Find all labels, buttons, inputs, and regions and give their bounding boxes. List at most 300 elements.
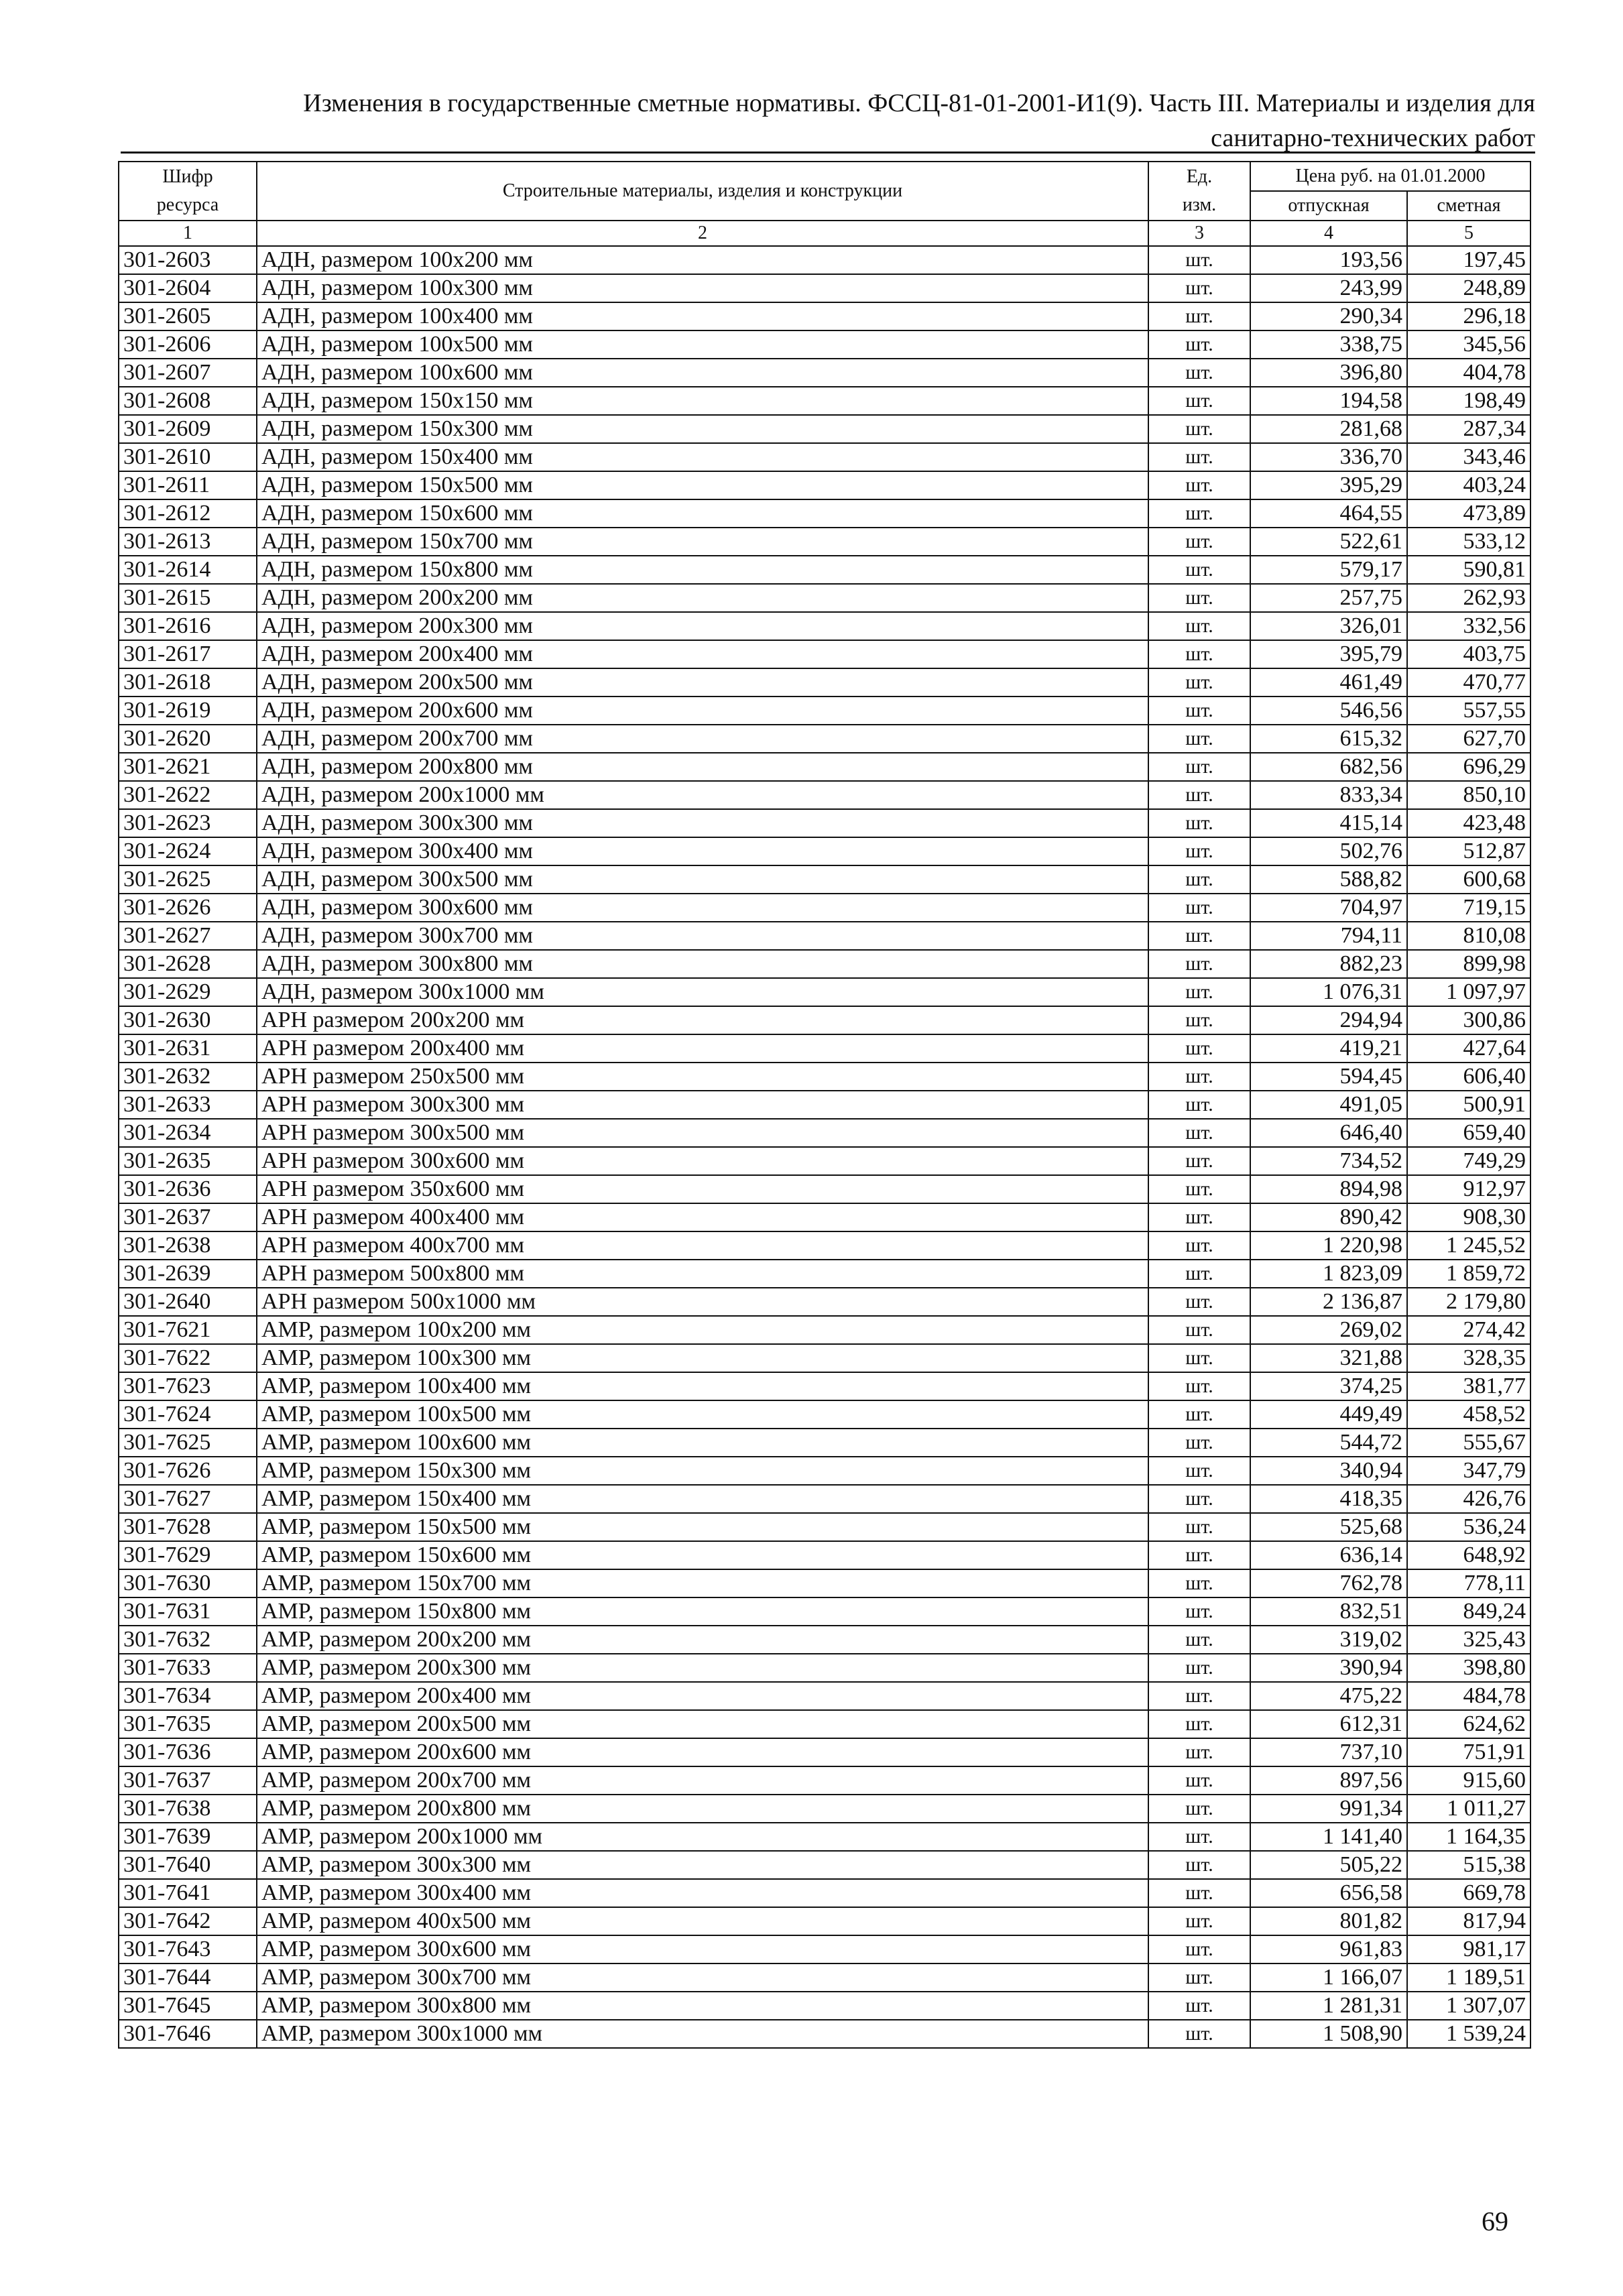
unit-cell: шт. <box>1148 837 1250 865</box>
estimate-price-cell: 403,75 <box>1407 640 1530 668</box>
unit-cell: шт. <box>1148 2020 1250 2048</box>
estimate-price-cell: 849,24 <box>1407 1597 1530 1626</box>
material-name-cell: АДН, размером 200х600 мм <box>257 697 1148 725</box>
material-name-cell: АРН размером 250х500 мм <box>257 1063 1148 1091</box>
material-name-cell: АДН, размером 150х700 мм <box>257 528 1148 556</box>
release-price-cell: 794,11 <box>1250 922 1407 950</box>
resource-code-cell: 301-2616 <box>119 612 257 640</box>
header-title-line2: санитарно-технических работ <box>1211 124 1535 152</box>
resource-code-cell: 301-7633 <box>119 1654 257 1682</box>
table-row <box>119 274 1530 302</box>
estimate-price-cell: 536,24 <box>1407 1513 1530 1541</box>
table-row <box>119 1485 1530 1513</box>
resource-code-cell: 301-2631 <box>119 1034 257 1063</box>
resource-code-cell: 301-2612 <box>119 499 257 528</box>
estimate-price-cell: 555,67 <box>1407 1429 1530 1457</box>
release-price-cell: 546,56 <box>1250 697 1407 725</box>
table-row <box>119 725 1530 753</box>
release-price-cell: 833,34 <box>1250 781 1407 809</box>
column-number: 1 <box>119 221 257 246</box>
resource-code-cell: 301-7623 <box>119 1372 257 1400</box>
resource-code-cell: 301-2636 <box>119 1175 257 1203</box>
table-body <box>119 246 1530 2048</box>
unit-cell: шт. <box>1148 1569 1250 1597</box>
column-number: 2 <box>257 221 1148 246</box>
unit-cell: шт. <box>1148 753 1250 781</box>
unit-cell: шт. <box>1148 359 1250 387</box>
material-name-cell: АДН, размером 200х700 мм <box>257 725 1148 753</box>
resource-code-cell: 301-2609 <box>119 415 257 443</box>
unit-cell: шт. <box>1148 894 1250 922</box>
unit-cell: шт. <box>1148 1626 1250 1654</box>
resource-code-cell: 301-7626 <box>119 1457 257 1485</box>
release-price-cell: 882,23 <box>1250 950 1407 978</box>
material-name-cell: АДН, размером 150х400 мм <box>257 443 1148 471</box>
table-row <box>119 1288 1530 1316</box>
release-price-cell: 418,35 <box>1250 1485 1407 1513</box>
table-row <box>119 950 1530 978</box>
unit-cell: шт. <box>1148 668 1250 697</box>
material-name-cell: АРН размером 400х700 мм <box>257 1231 1148 1260</box>
estimate-price-cell: 404,78 <box>1407 359 1530 387</box>
table-row <box>119 556 1530 584</box>
estimate-price-cell: 1 011,27 <box>1407 1795 1530 1823</box>
unit-cell: шт. <box>1148 1935 1250 1963</box>
estimate-price-cell: 426,76 <box>1407 1485 1530 1513</box>
estimate-price-cell: 296,18 <box>1407 302 1530 330</box>
resource-code-cell: 301-7629 <box>119 1541 257 1569</box>
table-row <box>119 1766 1530 1795</box>
material-name-cell: АДН, размером 100х400 мм <box>257 302 1148 330</box>
table-row <box>119 1541 1530 1569</box>
resource-code-cell: 301-2623 <box>119 809 257 837</box>
material-name-cell: АМР, размером 200х200 мм <box>257 1626 1148 1654</box>
material-name-cell: АДН, размером 200х800 мм <box>257 753 1148 781</box>
resource-code-cell: 301-7622 <box>119 1344 257 1372</box>
material-name-cell: АРН размером 400х400 мм <box>257 1203 1148 1231</box>
release-price-cell: 522,61 <box>1250 528 1407 556</box>
estimate-price-cell: 1 539,24 <box>1407 2020 1530 2048</box>
release-price-cell: 257,75 <box>1250 584 1407 612</box>
unit-cell: шт. <box>1148 1372 1250 1400</box>
release-price-cell: 1 823,09 <box>1250 1260 1407 1288</box>
table-row <box>119 640 1530 668</box>
unit-cell: шт. <box>1148 1823 1250 1851</box>
resource-code-cell: 301-7639 <box>119 1823 257 1851</box>
release-price-cell: 319,02 <box>1250 1626 1407 1654</box>
unit-cell: шт. <box>1148 1795 1250 1823</box>
resource-code-cell: 301-7642 <box>119 1907 257 1935</box>
unit-cell: шт. <box>1148 1541 1250 1569</box>
unit-cell: шт. <box>1148 1344 1250 1372</box>
unit-cell: шт. <box>1148 978 1250 1006</box>
estimate-price-cell: 1 097,97 <box>1407 978 1530 1006</box>
estimate-price-cell: 2 179,80 <box>1407 1288 1530 1316</box>
resource-code-cell: 301-2624 <box>119 837 257 865</box>
unit-cell: шт. <box>1148 528 1250 556</box>
release-price-cell: 449,49 <box>1250 1400 1407 1429</box>
material-name-cell: АДН, размером 100х600 мм <box>257 359 1148 387</box>
table-row <box>119 246 1530 274</box>
unit-cell: шт. <box>1148 1091 1250 1119</box>
release-price-cell: 1 508,90 <box>1250 2020 1407 2048</box>
table-row <box>119 1344 1530 1372</box>
unit-cell: шт. <box>1148 1879 1250 1907</box>
estimate-price-cell: 300,86 <box>1407 1006 1530 1034</box>
release-price-cell: 636,14 <box>1250 1541 1407 1569</box>
release-price-cell: 1 281,31 <box>1250 1992 1407 2020</box>
release-price-cell: 646,40 <box>1250 1119 1407 1147</box>
estimate-price-cell: 381,77 <box>1407 1372 1530 1400</box>
table-row <box>119 1992 1530 2020</box>
estimate-price-cell: 343,46 <box>1407 443 1530 471</box>
estimate-price-cell: 648,92 <box>1407 1541 1530 1569</box>
unit-cell: шт. <box>1148 1766 1250 1795</box>
material-name-cell: АМР, размером 150х700 мм <box>257 1569 1148 1597</box>
material-name-cell: АДН, размером 200х1000 мм <box>257 781 1148 809</box>
estimate-price-cell: 345,56 <box>1407 330 1530 359</box>
table-row <box>119 1316 1530 1344</box>
table-row <box>119 978 1530 1006</box>
material-name-cell: АДН, размером 300х1000 мм <box>257 978 1148 1006</box>
resource-code-cell: 301-7646 <box>119 2020 257 2048</box>
release-price-cell: 290,34 <box>1250 302 1407 330</box>
material-name-cell: АДН, размером 200х500 мм <box>257 668 1148 697</box>
resource-code-cell: 301-2613 <box>119 528 257 556</box>
unit-cell: шт. <box>1148 387 1250 415</box>
table-row <box>119 2020 1530 2048</box>
estimate-price-cell: 512,87 <box>1407 837 1530 865</box>
column-number: 4 <box>1250 221 1407 246</box>
column-number: 3 <box>1148 221 1250 246</box>
header-divider <box>121 152 1535 154</box>
material-name-cell: АДН, размером 100х200 мм <box>257 246 1148 274</box>
resource-code-cell: 301-7631 <box>119 1597 257 1626</box>
material-name-cell: АДН, размером 150х500 мм <box>257 471 1148 499</box>
estimate-price-cell: 287,34 <box>1407 415 1530 443</box>
material-name-cell: АМР, размером 100х400 мм <box>257 1372 1148 1400</box>
resource-code-cell: 301-2619 <box>119 697 257 725</box>
resource-code-cell: 301-2615 <box>119 584 257 612</box>
release-price-cell: 1 141,40 <box>1250 1823 1407 1851</box>
estimate-price-cell: 659,40 <box>1407 1119 1530 1147</box>
material-name-cell: АМР, размером 150х300 мм <box>257 1457 1148 1485</box>
release-price-cell: 890,42 <box>1250 1203 1407 1231</box>
release-price-cell: 579,17 <box>1250 556 1407 584</box>
estimate-price-cell: 274,42 <box>1407 1316 1530 1344</box>
resource-code-cell: 301-2630 <box>119 1006 257 1034</box>
resource-code-cell: 301-7624 <box>119 1400 257 1429</box>
unit-cell: шт. <box>1148 1175 1250 1203</box>
table-row <box>119 1457 1530 1485</box>
header-name: Строительные материалы, изделия и конструкции <box>257 162 1148 221</box>
table-row <box>119 499 1530 528</box>
material-name-cell: АМР, размером 200х300 мм <box>257 1654 1148 1682</box>
unit-cell: шт. <box>1148 1513 1250 1541</box>
resource-code-cell: 301-2633 <box>119 1091 257 1119</box>
material-name-cell: АДН, размером 200х400 мм <box>257 640 1148 668</box>
unit-cell: шт. <box>1148 1034 1250 1063</box>
unit-cell: шт. <box>1148 809 1250 837</box>
material-name-cell: АДН, размером 300х300 мм <box>257 809 1148 837</box>
table-row <box>119 1091 1530 1119</box>
unit-cell: шт. <box>1148 1738 1250 1766</box>
table-row <box>119 330 1530 359</box>
unit-cell: шт. <box>1148 584 1250 612</box>
material-name-cell: АДН, размером 200х300 мм <box>257 612 1148 640</box>
release-price-cell: 194,58 <box>1250 387 1407 415</box>
header-unit-line2: изм. <box>1182 194 1217 215</box>
resource-code-cell: 301-2614 <box>119 556 257 584</box>
unit-cell: шт. <box>1148 1457 1250 1485</box>
material-name-cell: АМР, размером 200х800 мм <box>257 1795 1148 1823</box>
material-name-cell: АМР, размером 200х400 мм <box>257 1682 1148 1710</box>
material-name-cell: АМР, размером 100х300 мм <box>257 1344 1148 1372</box>
unit-cell: шт. <box>1148 1006 1250 1034</box>
release-price-cell: 594,45 <box>1250 1063 1407 1091</box>
release-price-cell: 801,82 <box>1250 1907 1407 1935</box>
release-price-cell: 395,29 <box>1250 471 1407 499</box>
unit-cell: шт. <box>1148 1147 1250 1175</box>
unit-cell: шт. <box>1148 1316 1250 1344</box>
resource-code-cell: 301-2608 <box>119 387 257 415</box>
resource-code-cell: 301-2626 <box>119 894 257 922</box>
unit-cell: шт. <box>1148 246 1250 274</box>
resource-code-cell: 301-7638 <box>119 1795 257 1823</box>
table-row <box>119 415 1530 443</box>
resource-code-cell: 301-7634 <box>119 1682 257 1710</box>
release-price-cell: 1 166,07 <box>1250 1963 1407 1992</box>
release-price-cell: 525,68 <box>1250 1513 1407 1541</box>
table-row <box>119 753 1530 781</box>
resource-code-cell: 301-2604 <box>119 274 257 302</box>
material-name-cell: АМР, размером 100х500 мм <box>257 1400 1148 1429</box>
table-row <box>119 1006 1530 1034</box>
table-row <box>119 1260 1530 1288</box>
table-row <box>119 471 1530 499</box>
estimate-price-cell: 332,56 <box>1407 612 1530 640</box>
material-name-cell: АДН, размером 300х400 мм <box>257 837 1148 865</box>
unit-cell: шт. <box>1148 302 1250 330</box>
unit-cell: шт. <box>1148 781 1250 809</box>
resource-code-cell: 301-2617 <box>119 640 257 668</box>
release-price-cell: 704,97 <box>1250 894 1407 922</box>
release-price-cell: 502,76 <box>1250 837 1407 865</box>
material-name-cell: АМР, размером 200х1000 мм <box>257 1823 1148 1851</box>
table-row <box>119 1823 1530 1851</box>
estimate-price-cell: 627,70 <box>1407 725 1530 753</box>
estimate-price-cell: 197,45 <box>1407 246 1530 274</box>
estimate-price-cell: 1 245,52 <box>1407 1231 1530 1260</box>
unit-cell: шт. <box>1148 1851 1250 1879</box>
estimate-price-cell: 470,77 <box>1407 668 1530 697</box>
unit-cell: шт. <box>1148 556 1250 584</box>
material-name-cell: АРН размером 200х200 мм <box>257 1006 1148 1034</box>
resource-code-cell: 301-2605 <box>119 302 257 330</box>
material-name-cell: АМР, размером 300х700 мм <box>257 1963 1148 1992</box>
release-price-cell: 374,25 <box>1250 1372 1407 1400</box>
table-row <box>119 1710 1530 1738</box>
estimate-price-cell: 484,78 <box>1407 1682 1530 1710</box>
header-unit <box>1148 162 1250 221</box>
header-unit-line1: Ед. <box>1186 166 1213 187</box>
unit-cell: шт. <box>1148 1710 1250 1738</box>
release-price-cell: 544,72 <box>1250 1429 1407 1457</box>
material-name-cell: АДН, размером 300х800 мм <box>257 950 1148 978</box>
table-row <box>119 837 1530 865</box>
table-row <box>119 781 1530 809</box>
table-row <box>119 1626 1530 1654</box>
resource-code-cell: 301-2629 <box>119 978 257 1006</box>
table-row <box>119 1907 1530 1935</box>
estimate-price-cell: 915,60 <box>1407 1766 1530 1795</box>
release-price-cell: 615,32 <box>1250 725 1407 753</box>
material-name-cell: АДН, размером 200х200 мм <box>257 584 1148 612</box>
unit-cell: шт. <box>1148 1119 1250 1147</box>
release-price-cell: 588,82 <box>1250 865 1407 894</box>
table-row <box>119 1147 1530 1175</box>
material-name-cell: АДН, размером 100х300 мм <box>257 274 1148 302</box>
release-price-cell: 395,79 <box>1250 640 1407 668</box>
resource-code-cell: 301-7632 <box>119 1626 257 1654</box>
estimate-price-cell: 669,78 <box>1407 1879 1530 1907</box>
table-row <box>119 1935 1530 1963</box>
header-price-release: отпускная <box>1250 191 1407 221</box>
column-number: 5 <box>1407 221 1530 246</box>
release-price-cell: 1 076,31 <box>1250 978 1407 1006</box>
material-name-cell: АМР, размером 200х500 мм <box>257 1710 1148 1738</box>
estimate-price-cell: 810,08 <box>1407 922 1530 950</box>
table-row <box>119 865 1530 894</box>
resource-code-cell: 301-7640 <box>119 1851 257 1879</box>
unit-cell: шт. <box>1148 443 1250 471</box>
unit-cell: шт. <box>1148 697 1250 725</box>
estimate-price-cell: 899,98 <box>1407 950 1530 978</box>
resource-code-cell: 301-7636 <box>119 1738 257 1766</box>
table-row <box>119 1372 1530 1400</box>
unit-cell: шт. <box>1148 1288 1250 1316</box>
material-name-cell: АДН, размером 300х700 мм <box>257 922 1148 950</box>
release-price-cell: 2 136,87 <box>1250 1288 1407 1316</box>
unit-cell: шт. <box>1148 1429 1250 1457</box>
material-name-cell: АДН, размером 150х600 мм <box>257 499 1148 528</box>
estimate-price-cell: 533,12 <box>1407 528 1530 556</box>
material-name-cell: АМР, размером 150х400 мм <box>257 1485 1148 1513</box>
table-row <box>119 1400 1530 1429</box>
estimate-price-cell: 458,52 <box>1407 1400 1530 1429</box>
unit-cell: шт. <box>1148 725 1250 753</box>
unit-cell: шт. <box>1148 1400 1250 1429</box>
release-price-cell: 419,21 <box>1250 1034 1407 1063</box>
resource-code-cell: 301-2611 <box>119 471 257 499</box>
release-price-cell: 281,68 <box>1250 415 1407 443</box>
unit-cell: шт. <box>1148 1260 1250 1288</box>
release-price-cell: 734,52 <box>1250 1147 1407 1175</box>
unit-cell: шт. <box>1148 471 1250 499</box>
estimate-price-cell: 1 307,07 <box>1407 1992 1530 2020</box>
release-price-cell: 396,80 <box>1250 359 1407 387</box>
header-code-line1: Шифр <box>162 166 213 187</box>
material-name-cell: АМР, размером 100х600 мм <box>257 1429 1148 1457</box>
estimate-price-cell: 719,15 <box>1407 894 1530 922</box>
material-name-cell: АДН, размером 300х500 мм <box>257 865 1148 894</box>
material-name-cell: АРН размером 500х800 мм <box>257 1260 1148 1288</box>
material-name-cell: АМР, размером 150х500 мм <box>257 1513 1148 1541</box>
resource-code-cell: 301-2634 <box>119 1119 257 1147</box>
release-price-cell: 464,55 <box>1250 499 1407 528</box>
estimate-price-cell: 751,91 <box>1407 1738 1530 1766</box>
unit-cell: шт. <box>1148 1654 1250 1682</box>
unit-cell: шт. <box>1148 499 1250 528</box>
material-name-cell: АРН размером 300х300 мм <box>257 1091 1148 1119</box>
unit-cell: шт. <box>1148 1682 1250 1710</box>
resource-code-cell: 301-2610 <box>119 443 257 471</box>
unit-cell: шт. <box>1148 1231 1250 1260</box>
release-price-cell: 762,78 <box>1250 1569 1407 1597</box>
resource-code-cell: 301-2637 <box>119 1203 257 1231</box>
resource-code-cell: 301-2627 <box>119 922 257 950</box>
release-price-cell: 894,98 <box>1250 1175 1407 1203</box>
table-row <box>119 1963 1530 1992</box>
resource-code-cell: 301-7627 <box>119 1485 257 1513</box>
table-row <box>119 359 1530 387</box>
release-price-cell: 505,22 <box>1250 1851 1407 1879</box>
release-price-cell: 612,31 <box>1250 1710 1407 1738</box>
estimate-price-cell: 262,93 <box>1407 584 1530 612</box>
material-name-cell: АМР, размером 200х700 мм <box>257 1766 1148 1795</box>
header-price-estimate: сметная <box>1407 191 1530 221</box>
estimate-price-cell: 624,62 <box>1407 1710 1530 1738</box>
estimate-price-cell: 778,11 <box>1407 1569 1530 1597</box>
page-header <box>121 86 1535 156</box>
header-code-line2: ресурса <box>156 194 219 215</box>
material-name-cell: АДН, размером 300х600 мм <box>257 894 1148 922</box>
page-number: 69 <box>1482 2206 1508 2236</box>
release-price-cell: 682,56 <box>1250 753 1407 781</box>
unit-cell: шт. <box>1148 330 1250 359</box>
estimate-price-cell: 590,81 <box>1407 556 1530 584</box>
material-name-cell: АДН, размером 150х150 мм <box>257 387 1148 415</box>
resource-code-cell: 301-7643 <box>119 1935 257 1963</box>
table-row <box>119 1513 1530 1541</box>
unit-cell: шт. <box>1148 865 1250 894</box>
resource-code-cell: 301-2625 <box>119 865 257 894</box>
resource-code-cell: 301-7645 <box>119 1992 257 2020</box>
release-price-cell: 491,05 <box>1250 1091 1407 1119</box>
resource-code-cell: 301-2621 <box>119 753 257 781</box>
release-price-cell: 832,51 <box>1250 1597 1407 1626</box>
table-row <box>119 1175 1530 1203</box>
estimate-price-cell: 473,89 <box>1407 499 1530 528</box>
table-row <box>119 1682 1530 1710</box>
material-name-cell: АДН, размером 150х800 мм <box>257 556 1148 584</box>
estimate-price-cell: 515,38 <box>1407 1851 1530 1879</box>
release-price-cell: 193,56 <box>1250 246 1407 274</box>
estimate-price-cell: 817,94 <box>1407 1907 1530 1935</box>
unit-cell: шт. <box>1148 640 1250 668</box>
material-name-cell: АДН, размером 100х500 мм <box>257 330 1148 359</box>
unit-cell: шт. <box>1148 612 1250 640</box>
material-name-cell: АМР, размером 300х400 мм <box>257 1879 1148 1907</box>
column-number-row <box>119 221 1530 246</box>
table-row <box>119 443 1530 471</box>
resource-code-cell: 301-7628 <box>119 1513 257 1541</box>
release-price-cell: 961,83 <box>1250 1935 1407 1963</box>
table-row <box>119 1795 1530 1823</box>
unit-cell: шт. <box>1148 922 1250 950</box>
unit-cell: шт. <box>1148 1992 1250 2020</box>
release-price-cell: 461,49 <box>1250 668 1407 697</box>
